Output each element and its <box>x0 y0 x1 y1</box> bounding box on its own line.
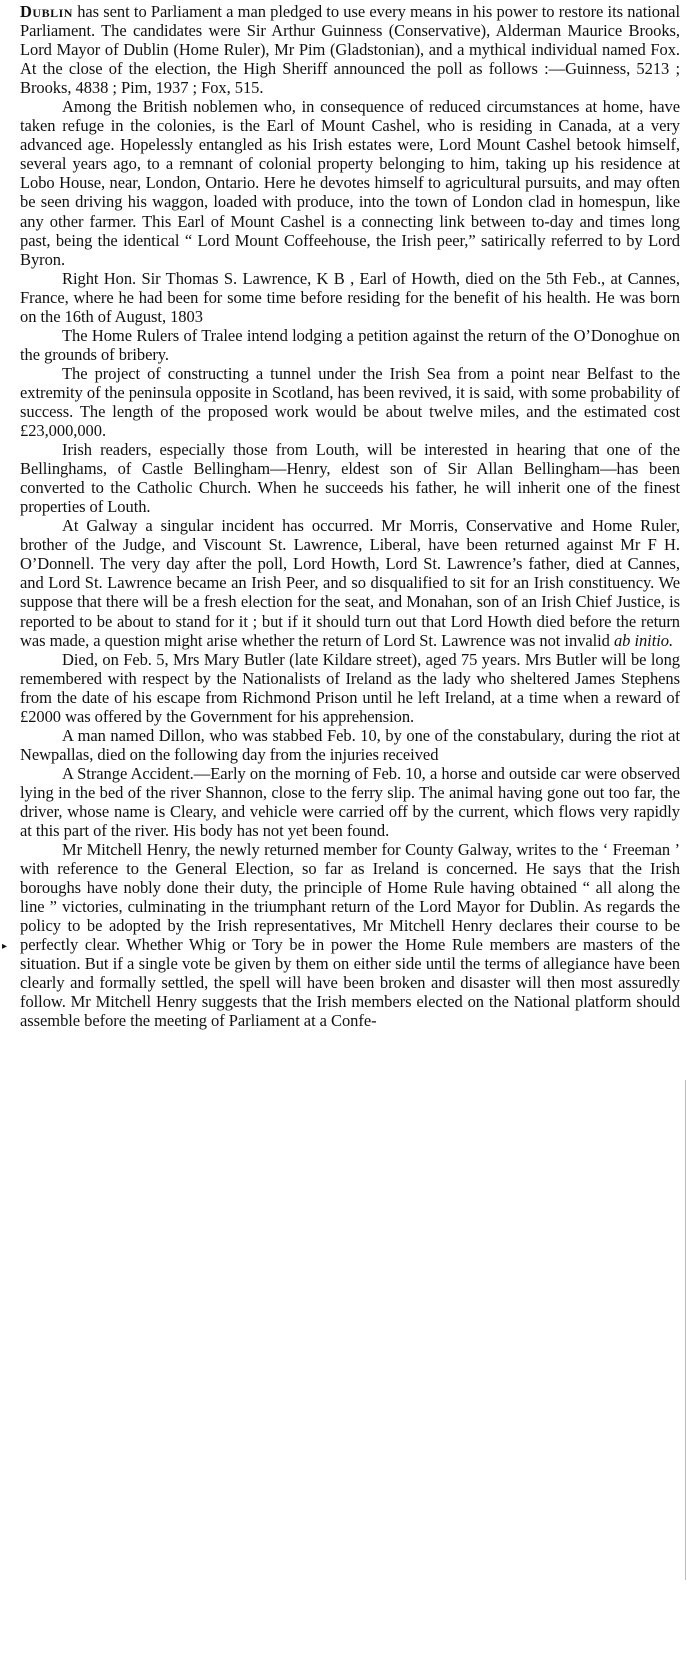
paragraph-text: has sent to Parliament a man pledged to use every means in his power to restore its national Parliament. The candidates were Sir Arthur Guinness (Conservative), Alderman Maurice Brooks, Lord Mayor of Dublin (Home Ruler), Mr Pim (Gladstonian), and a mythical individual named Fox. At the close of the election, the High Sheriff announced the poll as follows :—Guinness, 5213 ; Brooks, 4838 ; Pim, 1937 ; Fox, 515. <box>20 2 680 98</box>
paragraph-dublin-election <box>20 2 680 97</box>
paragraph-mary-butler: Died, on Feb. 5, Mrs Mary Butler (late Kildare street), aged 75 years. Mrs Butler will be long remembered with respect by the Nationalists of Ireland as the lady who sheltered James Stephens from the date of his escape from Richmond Prison until he left Ireland, at a time when a reward of £2000 was offered by the Government for his apprehension. <box>20 649 680 726</box>
paragraph-tralee: The Home Rulers of Tralee intend lodging a petition against the return of the O’Donoghue on the grounds of bribery. <box>20 325 680 364</box>
italic-phrase: ab initio. <box>613 630 674 650</box>
column-rule <box>685 1080 686 1580</box>
paragraph-earl-howth: Right Hon. Sir Thomas S. Lawrence, K B , Earl of Howth, died on the 5th Feb., at Cannes, France, where he had been for some time before residing for the benefit of his health. He was born on the 16th of August, 1803 <box>20 268 680 326</box>
paragraph-mitchell-henry: Mr Mitchell Henry, the newly returned member for County Galway, writes to the ‘ Freeman ’ with reference to the General Election, so far as Ireland is concerned. He says that the Irish boroughs have nobly done their duty, the principle of Home Rule having obtained “ all along the line ” victories, culminating in the triumphant return of the Lord Mayor for Dublin. As regards the policy to be adopted by the Irish representatives, Mr Mitchell Henry declares their course to be perfectly clear. Whether Whig or Tory be in power the Home Rule members are masters of the situation. But if a single vote be given by them on either side until the terms of allegiance have been clearly and formally settled, the spell will have been broken and disaster will then most assuredly follow. Mr Mitchell Henry suggests that the Irish members elected on the National platform should assemble before the meeting of Parliament at a Confe- <box>20 840 680 1031</box>
paragraph-mount-cashel: Among the British noblemen who, in consequence of reduced circumstances at home, have taken refuge in the colonies, is the Earl of Mount Cashel, who is residing in Canada, at a very advanced age. Hopelessly entangled as his Irish estates were, Lord Mount Cashel betook himself, several years ago, to a remnant of colonial property belonging to him, taking up his residence at Lobo House, near, London, Ontario. Here he devotes himself to agricultural pursuits, and may often be seen driving his waggon, loaded with produce, into the town of London clad in homespun, like any other farmer. This Earl of Mount Cashel is a connecting link between to-day and times long past, being the identical “ Lord Mount Coffeehouse, the Irish peer,” satirically referred to by Lord Byron. <box>20 97 680 269</box>
article-column <box>20 2 680 1031</box>
margin-arrow-icon: ▸ <box>2 941 8 952</box>
paragraph-galway <box>20 516 680 649</box>
paragraph-bellingham: Irish readers, especially those from Louth, will be interested in hearing that one of the Bellinghams, of Castle Bellingham—Henry, eldest son of Sir Allan Bellingham—has been converted to the Catholic Church. When he succeeds his father, he will inherit one of the finest properties of Louth. <box>20 440 680 517</box>
paragraph-strange-accident: A Strange Accident.—Early on the morning of Feb. 10, a horse and outside car were observed lying in the bed of the river Shannon, close to the ferry slip. The animal having gone out too far, the driver, whose name is Cleary, and vehicle were carried off by the current, which flows very rapidly at this part of the river. His body has not yet been found. <box>20 763 680 841</box>
paragraph-text: At Galway a singular incident has occurred. Mr Morris, Conservative and Home Ruler, brother of the Judge, and Viscount St. Lawrence, Liberal, have been returned against Mr F H. O’Donnell. The very day after the poll, Lord Howth, Lord St. Lawrence’s father, died at Cannes, and Lord St. Lawrence became an Irish Peer, and so disqualified to sit for an Irish constituency. We suppose that there will be a fresh election for the seat, and Monahan, son of an Irish Chief Justice, is reported to be about to stand for it ; but if it should turn out that Lord Howth died before the return was made, a question might arise whether the return of Lord St. Lawrence was not invalid <box>20 516 680 650</box>
paragraph-dillon: A man named Dillon, who was stabbed Feb. 10, by one of the constabulary, during the riot at Newpallas, died on the following day from the injuries received <box>20 725 680 764</box>
paragraph-tunnel: The project of constructing a tunnel under the Irish Sea from a point near Belfast to the extremity of the peninsula opposite in Scotland, has been revived, it is said, with some probability of success. The length of the proposed work would be about twelve miles, and the estimated cost £23,000,000. <box>20 363 680 441</box>
lead-word: Dublin <box>20 2 73 21</box>
